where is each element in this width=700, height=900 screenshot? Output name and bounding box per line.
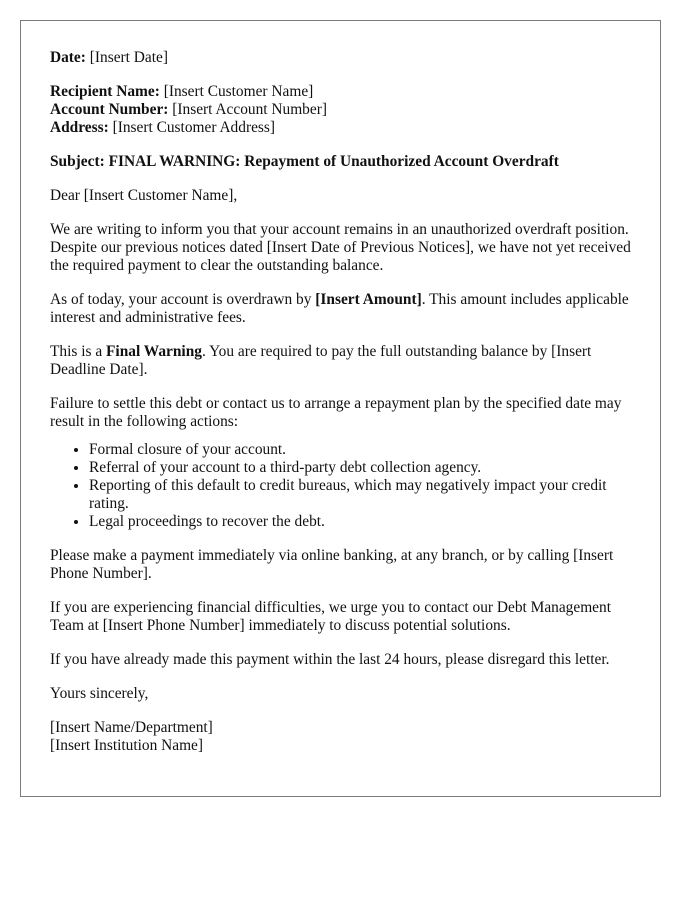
paragraph-consequences-intro: Failure to settle this debt or contact us to arrange a repayment plan by the specified date may result in the following actions: xyxy=(50,395,622,430)
overdrawn-amount: [Insert Amount] xyxy=(315,291,422,308)
list-item: • Referral of your account to a third-party debt collection agency. xyxy=(89,459,631,477)
address-label: Address: xyxy=(50,119,109,136)
address-value: [Insert Customer Address] xyxy=(108,119,276,136)
warning-text-before: This is a xyxy=(50,343,107,360)
subject-line xyxy=(50,153,631,171)
actions-list xyxy=(50,441,631,531)
date-value: [Insert Date] xyxy=(85,49,168,66)
signature-name: [Insert Name/Department] xyxy=(50,719,213,736)
closing: Yours sincerely, xyxy=(50,685,149,702)
warning-text-after: . You are required to pay the full outstanding balance by [Insert Deadline Date]. xyxy=(50,343,592,378)
final-warning-label: Final Warning xyxy=(106,343,202,360)
recipient-name-label: Recipient Name: xyxy=(50,83,160,100)
account-number-value: [Insert Account Number] xyxy=(168,101,327,118)
subject-text: Subject: FINAL WARNING: Repayment of Unauthorized Account Overdraft xyxy=(50,153,559,170)
salutation: Dear [Insert Customer Name], xyxy=(50,187,238,204)
overdrawn-text-before: As of today, your account is overdrawn by xyxy=(50,291,316,308)
date-label: Date: xyxy=(50,49,86,66)
date-line xyxy=(50,49,631,67)
paragraph-final-warning xyxy=(50,343,631,379)
signature-block xyxy=(50,719,631,755)
paragraph-financial-difficulties: If you are experiencing financial difficulties, we urge you to contact our Debt Management Team at [Insert Phone Number] immediately to discuss potential solutions. xyxy=(50,599,611,634)
overdrawn-text-after: . This amount includes applicable interest and administrative fees. xyxy=(50,291,629,326)
list-item: • Reporting of this default to credit bureaus, which may negatively impact your credit rating. xyxy=(89,477,631,513)
address-line xyxy=(50,119,631,137)
paragraph-payment-options: Please make a payment immediately via online banking, at any branch, or by calling [Insert Phone Number]. xyxy=(50,547,614,582)
paragraph-disregard: If you have already made this payment within the last 24 hours, please disregard this letter. xyxy=(50,651,610,668)
account-number-line xyxy=(50,101,631,119)
recipient-name-value: [Insert Customer Name] xyxy=(159,83,314,100)
letter-body xyxy=(20,20,661,797)
list-item: • Legal proceedings to recover the debt. xyxy=(89,513,631,531)
account-number-label: Account Number: xyxy=(50,101,169,118)
list-item: • Formal closure of your account. xyxy=(89,441,631,459)
paragraph-overdraft-notice: We are writing to inform you that your account remains in an unauthorized overdraft position. Despite our previous notices dated [Insert Date of Previous Notices], we have not yet received the required payment to clear the outstanding balance. xyxy=(50,221,631,274)
signature-institution: [Insert Institution Name] xyxy=(50,737,204,754)
recipient-block xyxy=(50,83,631,137)
recipient-name-line xyxy=(50,83,631,101)
paragraph-overdrawn-amount xyxy=(50,291,631,327)
